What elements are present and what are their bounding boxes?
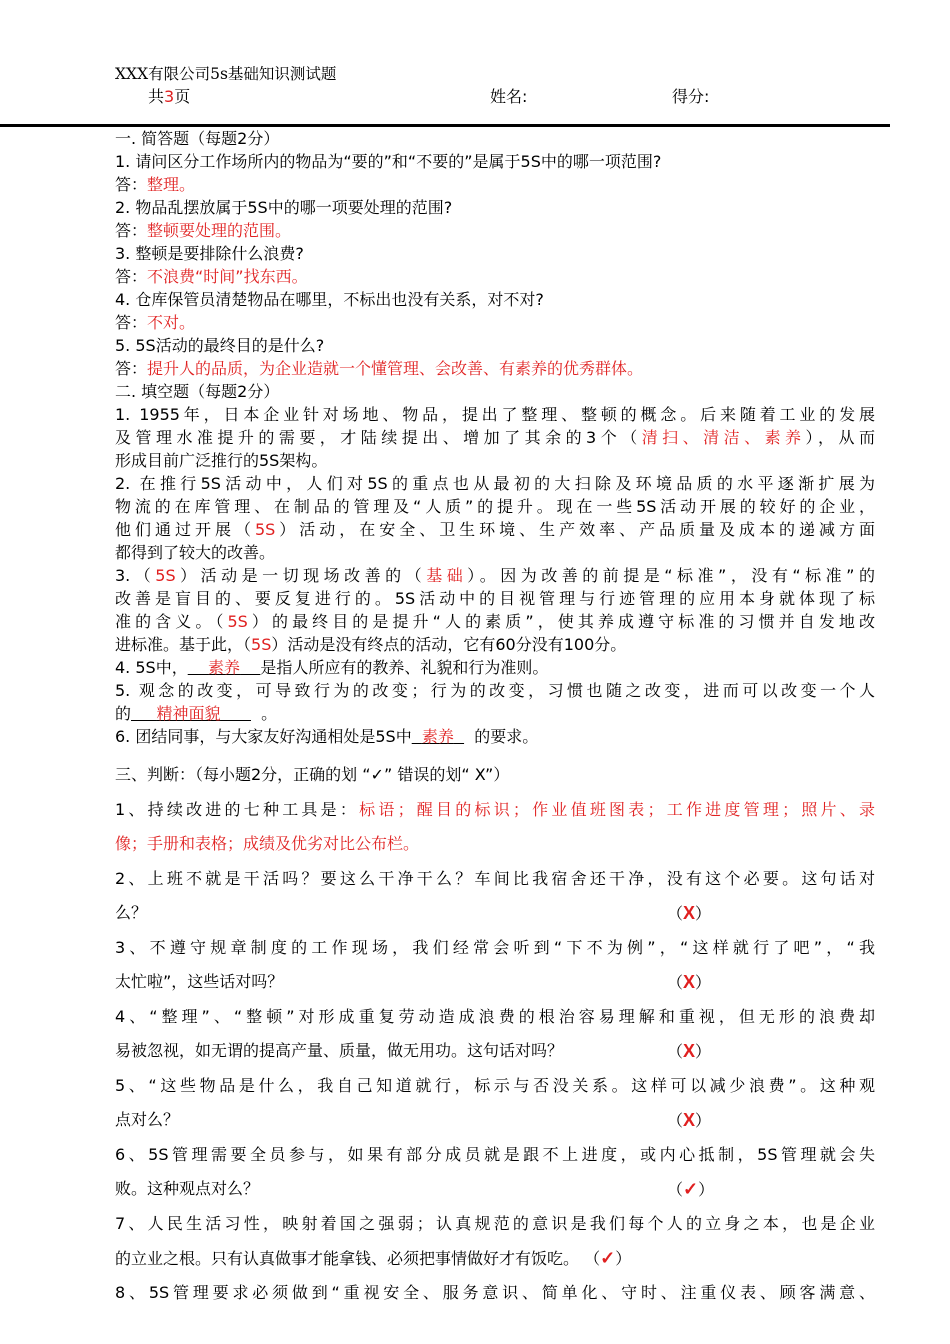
judge-5-line-2: 点对么？ （X） [115,1103,875,1138]
judge-4-line-2: 易被忽视，如无谓的提高产量、质量，做无用功。这句话对吗？ （X） [115,1034,875,1069]
answer-5: 答：提升人的品质，为企业造就一个懂管理、会改善、有素养的优秀群体。 [115,359,644,378]
fill-4: 4. 5S中， 素养 是指人所应有的教养、礼貌和行为准则。 [115,658,549,677]
cross-mark-icon: X [683,972,696,992]
check-mark-icon: ✓ [600,1248,616,1268]
judge-2-line-1: 2、上班不就是干活吗？要这么干净干么？车间比我宿舍还干净，没有这个必要。这句话对 [115,868,875,888]
answer-3: 答：不浪费“时间”找东西。 [115,267,308,286]
name-label: 姓名: [490,87,528,106]
judge-1-line-2: 像；手册和表格；成绩及优劣对比公布栏。 [115,834,420,853]
judge-5-line-1: 5、“这些物品是什么，我自己知道就行，标示与否没关系。这样可以减少浪费”。这种观 [115,1075,875,1095]
fill-5-line-1: 5. 观念的改变，可导致行为的改变；行为的改变，习惯也随之改变，进而可以改变一个人 [115,681,875,700]
fill-6: 6. 团结同事，与大家友好沟通相处是5S中 素养 的要求。 [115,727,539,746]
section-1-title: 一. 简答题（每题2分） [115,129,280,148]
judge-6-mark: （✓） [667,1179,715,1199]
question-3: 3. 整顿是要排除什么浪费? [115,244,304,263]
fill-1-answer: 清扫、清洁、素养 [641,428,806,447]
page-count: 共3页 [148,87,191,106]
judge-7-mark: （✓） [584,1248,632,1268]
answer-4: 答：不对。 [115,313,196,332]
fill-5-line-2: 的 精神面貌 。 [115,704,278,723]
fill-5-answer: 精神面貌 [156,704,221,723]
judge-4-mark: （X） [667,1041,712,1061]
judge-7-line-1: 7、人民生活习性，映射着国之强弱；认真规范的意识是我们每个人的立身之本，也是企业 [115,1213,875,1233]
doc-title: XXX有限公司5s基础知识测试题 [115,65,337,83]
question-2: 2. 物品乱摆放属于5S中的哪一项要处理的范围? [115,198,453,217]
check-mark-icon: ✓ [683,1179,699,1199]
fill-3-line-3: 准的含义。（5S）的最终目的是提升“人的素质”，使其养成遵守标准的习惯并自发地改 [115,612,875,631]
section-3-title: 三、判断：（每小题2分，正确的划 “✓” 错误的划“ X”） [115,765,510,784]
answer-1: 答：整理。 [115,175,196,194]
section-2-title: 二. 填空题（每题2分） [115,382,280,401]
question-1: 1. 请问区分工作场所内的物品为“要的”和“不要的”是属于5S中的哪一项范围? [115,152,662,171]
fill-6-answer: 素养 [421,727,454,746]
fill-2-line-2: 物流的在库管理、在制品的管理及“人质”的提升。现在一些5S活动开展的较好的企业， [115,497,875,516]
fill-4-answer: 素养 [208,658,241,677]
fill-3-line-1: 3.（5S）活动是一切现场改善的（基础）。因为改善的前提是“标准”，没有“标准”的 [115,566,875,585]
cross-mark-icon: X [683,903,696,923]
judge-2-line-2: 么？ （X） [115,896,875,931]
judge-3-mark: （X） [667,972,712,992]
judge-3-line-1: 3、不遵守规章制度的工作现场，我们经常会听到“下不为例”，“这样就行了吧”，“我 [115,937,875,957]
judge-8-line-1: 8、5S管理要求必须做到“重视安全、服务意识、简单化、守时、注重仪表、顾客满意、 [115,1282,875,1302]
fill-3-line-2: 改善是盲目的、要反复进行的。5S活动中的目视管理与行迹管理的应用本身就体现了标 [115,589,875,608]
fill-2-line-1: 2. 在推行5S活动中，人们对5S的重点也从最初的大扫除及环境品质的水平逐渐扩展为 [115,474,875,493]
judge-5-mark: （X） [667,1110,712,1130]
fill-2-line-3: 他们通过开展（5S）活动，在安全、卫生环境、生产效率、产品质量及成本的递减方面 [115,520,875,539]
judge-1-line-1: 1、持续改进的七种工具是：标语；醒目的标识；作业值班图表；工作进度管理；照片、录 [115,799,875,819]
judge-7-line-2: 的立业之根。只有认真做事才能拿钱、必须把事情做好才有饭吃。 （✓） [115,1248,632,1268]
document-body [115,127,875,1310]
fill-3-line-4: 进标准。基于此，（5S）活动是没有终点的活动，它有60分没有100分。 [115,635,627,654]
question-5: 5. 5S活动的最终目的是什么? [115,336,325,355]
fill-1-line-2: 及管理水准提升的需要，才陆续提出、增加了其余的3个（清扫、清洁、素养），从而 [115,428,875,447]
judge-2-mark: （X） [667,903,712,923]
fill-2-answer: 5S [254,520,276,539]
cross-mark-icon: X [683,1041,696,1061]
judge-3-line-2: 太忙啦”，这些话对吗？ （X） [115,965,875,1000]
fill-2-line-4: 都得到了较大的改善。 [115,543,276,562]
score-label: 得分: [672,87,710,106]
question-4: 4. 仓库保管员清楚物品在哪里，不标出也没有关系，对不对? [115,290,544,309]
cross-mark-icon: X [683,1110,696,1130]
fill-1-line-1: 1. 1955年，日本企业针对场地、物品，提出了整理、整顿的概念。后来随着工业的发展 [115,405,875,424]
page-count-number: 3 [164,87,175,106]
judge-4-line-1: 4、“整理”、“整顿”对形成重复劳动造成浪费的根治容易理解和重视，但无形的浪费却 [115,1006,875,1026]
judge-6-line-2: 败。这种观点对么？ （✓） [115,1172,875,1207]
fill-1-line-3: 形成目前广泛推行的5S架构。 [115,451,328,470]
answer-2: 答：整顿要处理的范围。 [115,221,292,240]
judge-6-line-1: 6、5S管理需要全员参与，如果有部分成员就是跟不上进度，或内心抵制，5S管理就会失 [115,1144,875,1164]
